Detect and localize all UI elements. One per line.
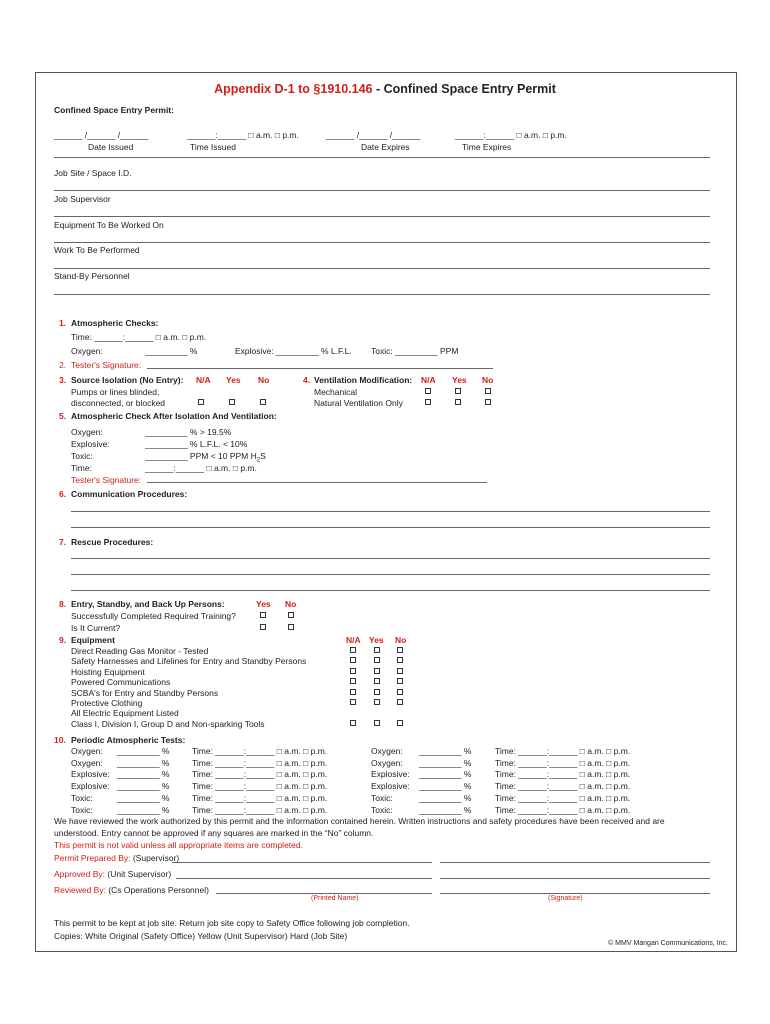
prepared-by-name-line[interactable] xyxy=(172,862,432,863)
approved-by-signature-line[interactable] xyxy=(440,878,710,879)
s6-num: 6. xyxy=(59,489,67,499)
s8-q2-no-checkbox[interactable] xyxy=(288,624,294,630)
periodic-test-time-field[interactable]: Time: ______:______ □ a.m. □ p.m. xyxy=(192,769,328,780)
s1-oxygen-field[interactable]: _________ % xyxy=(145,346,198,356)
s8-q1-yes-checkbox[interactable] xyxy=(260,612,266,618)
equipment-no-checkbox[interactable] xyxy=(397,699,403,705)
periodic-test-value-field[interactable]: _________ % xyxy=(117,757,170,768)
s5-explosive-field[interactable]: _________ % L.F.L. < 10% xyxy=(145,439,248,449)
time-issued-field[interactable]: ______:______ □ a.m. □ p.m. xyxy=(187,130,299,140)
periodic-test-value-field[interactable]: _________ % xyxy=(419,746,472,756)
periodic-test-label: Toxic: xyxy=(71,804,93,815)
periodic-test-label: Oxygen: xyxy=(371,757,403,768)
s5-oxygen-label: Oxygen: xyxy=(71,427,103,437)
equipment-no-checkbox[interactable] xyxy=(397,678,403,684)
equipment-item: Protective Clothing xyxy=(71,698,143,708)
date-issued-caption: Date Issued xyxy=(88,142,134,152)
s4-mech-na-checkbox[interactable] xyxy=(425,388,431,394)
equipment-na-checkbox[interactable] xyxy=(350,647,356,653)
s9-no-header: No xyxy=(395,635,407,645)
periodic-test-time-field[interactable]: Time: ______:______ □ a.m. □ p.m. xyxy=(192,792,328,803)
prepared-by-label: Permit Prepared By: (Supervisor) xyxy=(54,853,180,863)
s3-yes-checkbox[interactable] xyxy=(229,399,235,405)
periodic-test-value-field[interactable]: _________ % xyxy=(117,792,170,803)
s6-label: Communication Procedures: xyxy=(71,489,188,499)
periodic-test-time-field[interactable]: Time: ______:______ □ a.m. □ p.m. xyxy=(495,792,631,803)
s8-q1-no-checkbox[interactable] xyxy=(288,612,294,618)
periodic-test-time-field[interactable]: Time: ______:______ □ a.m. □ p.m. xyxy=(495,781,631,792)
permit-label: Confined Space Entry Permit: xyxy=(54,105,174,115)
periodic-test-value-field[interactable]: _________ % xyxy=(419,804,472,815)
s10-label: Periodic Atmospheric Tests: xyxy=(71,735,186,745)
invalid-notice: This permit is not valid unless all appropriate items are completed. xyxy=(54,840,303,850)
communication-line-1[interactable] xyxy=(71,511,710,512)
approved-by-label: Approved By: (Unit Supervisor) xyxy=(54,869,172,879)
s4-no-header: No xyxy=(482,375,494,385)
equipment-item: All Electric Equipment Listed xyxy=(71,708,179,719)
equipment-na-checkbox[interactable] xyxy=(350,668,356,674)
equipment-item: SCBA's for Entry and Standby Persons xyxy=(71,687,219,698)
equipment-item: Hoisting Equipment xyxy=(71,666,145,677)
equipment-na-checkbox[interactable] xyxy=(350,699,356,705)
s3-na-checkbox[interactable] xyxy=(198,399,204,405)
periodic-test-time-field[interactable]: Time: ______:______ □ a.m. □ p.m. xyxy=(495,757,631,768)
s2-label: Tester's Signature: xyxy=(71,360,142,370)
s4-nat-yes-checkbox[interactable] xyxy=(455,399,461,405)
equipment-yes-checkbox[interactable] xyxy=(374,720,380,726)
job-site-label: Job Site / Space I.D. xyxy=(54,168,132,178)
s2-signature-line[interactable] xyxy=(147,368,493,369)
printed-name-caption: (Printed Name) xyxy=(311,895,359,902)
rescue-line-3[interactable] xyxy=(71,590,710,591)
periodic-test-time-field[interactable]: Time: ______:______ □ a.m. □ p.m. xyxy=(495,769,631,780)
s5-toxic-label: Toxic: xyxy=(71,451,93,461)
s5-num: 5. xyxy=(59,411,67,421)
equipment-yes-checkbox[interactable] xyxy=(374,668,380,674)
equipment-yes-checkbox[interactable] xyxy=(374,689,380,695)
s1-label: Atmospheric Checks: xyxy=(71,318,159,328)
periodic-test-time-field[interactable]: Time: ______:______ □ a.m. □ p.m. xyxy=(192,746,328,756)
periodic-test-value-field[interactable]: _________ % xyxy=(117,804,170,815)
s1-oxygen-label: Oxygen: xyxy=(71,346,103,356)
signature-caption: (Signature) xyxy=(548,895,583,902)
time-expires-caption: Time Expires xyxy=(462,142,512,152)
s9-na-header: N/A xyxy=(346,635,361,645)
equipment-no-checkbox[interactable] xyxy=(397,668,403,674)
s8-yes-header: Yes xyxy=(256,599,271,609)
periodic-test-label: Oxygen: xyxy=(71,757,103,768)
s5-tester-label: Tester's Signature: xyxy=(71,475,142,485)
approved-by-name-line[interactable] xyxy=(176,878,432,879)
equipment-no-checkbox[interactable] xyxy=(397,689,403,695)
equipment-worked-label: Equipment To Be Worked On xyxy=(54,220,164,230)
s4-num: 4. xyxy=(303,375,311,385)
periodic-test-label: Explosive: xyxy=(71,769,110,780)
s3-na-header: N/A xyxy=(196,375,211,385)
review-statement-1: We have reviewed the work authorized by this permit and the information contained herein. Written instructions and safety procedures have been received and are xyxy=(54,816,665,826)
job-site-line[interactable] xyxy=(54,190,710,191)
equipment-yes-checkbox[interactable] xyxy=(374,678,380,684)
divider xyxy=(54,157,710,158)
equipment-item: Powered Communications xyxy=(71,677,171,688)
s4-nat-na-checkbox[interactable] xyxy=(425,399,431,405)
s3-yes-header: Yes xyxy=(226,375,241,385)
s10-num: 10. xyxy=(54,735,66,745)
s8-num: 8. xyxy=(59,599,67,609)
s5-tester-signature-line[interactable] xyxy=(147,482,487,483)
job-supervisor-label: Job Supervisor xyxy=(54,194,111,204)
s9-yes-header: Yes xyxy=(369,635,384,645)
periodic-test-time-field[interactable]: Time: ______:______ □ a.m. □ p.m. xyxy=(192,804,328,815)
s9-num: 9. xyxy=(59,635,67,645)
time-issued-caption: Time Issued xyxy=(190,142,236,152)
reviewed-by-signature-line[interactable] xyxy=(440,893,710,894)
periodic-test-value-field[interactable]: _________ % xyxy=(419,792,472,803)
periodic-test-label: Toxic: xyxy=(371,804,393,815)
s4-na-header: N/A xyxy=(421,375,436,385)
rescue-line-1[interactable] xyxy=(71,558,710,559)
s1-explosive-field[interactable]: Explosive: _________ % L.F.L. xyxy=(235,346,352,356)
copies-notice: Copies: White Original (Safety Office) Yellow (Unit Supervisor) Hard (Job Site) xyxy=(54,931,348,941)
s5-label: Atmospheric Check After Isolation And Ventilation: xyxy=(71,411,277,421)
equipment-yes-checkbox[interactable] xyxy=(374,699,380,705)
s1-toxic-field[interactable]: Toxic: _________ PPM xyxy=(371,346,459,356)
periodic-test-time-field[interactable]: Time: ______:______ □ a.m. □ p.m. xyxy=(495,804,631,815)
s9-label: Equipment xyxy=(71,635,115,645)
periodic-test-value-field[interactable]: _________ % xyxy=(419,757,472,768)
s1-num: 1. xyxy=(59,318,67,328)
keep-notice: This permit to be kept at job site. Return job site copy to Safety Office following job completion. xyxy=(54,918,410,928)
standby-personnel-line[interactable] xyxy=(54,294,710,295)
equipment-worked-line[interactable] xyxy=(54,242,710,243)
date-expires-field[interactable]: ______ /______ /______ xyxy=(326,130,421,140)
equipment-na-checkbox[interactable] xyxy=(350,720,356,726)
s7-num: 7. xyxy=(59,537,67,547)
equipment-yes-checkbox[interactable] xyxy=(374,647,380,653)
standby-personnel-label: Stand-By Personnel xyxy=(54,271,130,281)
s3-no-checkbox[interactable] xyxy=(260,399,266,405)
periodic-test-time-field[interactable]: Time: ______:______ □ a.m. □ p.m. xyxy=(495,746,631,756)
s3-line1: Pumps or lines blinded, xyxy=(71,387,160,397)
s4-label: Ventilation Modification: xyxy=(314,375,413,385)
s8-q2: Is It Current? xyxy=(71,623,121,633)
equipment-no-checkbox[interactable] xyxy=(397,647,403,653)
work-performed-line[interactable] xyxy=(54,268,710,269)
time-expires-field[interactable]: ______:______ □ a.m. □ p.m. xyxy=(455,130,567,140)
periodic-test-value-field[interactable]: _________ % xyxy=(117,746,170,756)
periodic-test-time-field[interactable]: Time: ______:______ □ a.m. □ p.m. xyxy=(192,781,328,792)
periodic-test-label: Oxygen: xyxy=(71,746,103,756)
equipment-yes-checkbox[interactable] xyxy=(374,657,380,663)
periodic-test-value-field[interactable]: _________ % xyxy=(419,769,472,780)
s4-mech-no-checkbox[interactable] xyxy=(485,388,491,394)
s4-mechanical-label: Mechanical xyxy=(314,387,357,397)
equipment-na-checkbox[interactable] xyxy=(350,657,356,663)
equipment-item: Class I, Division I, Group D and Non-sparking Tools xyxy=(71,718,265,729)
s5-explosive-label: Explosive: xyxy=(71,439,110,449)
page-title: Appendix D-1 to §1910.146 - Confined Space Entry Permit xyxy=(214,82,556,96)
equipment-item: Safety Harnesses and Lifelines for Entry and Standby Persons xyxy=(71,656,307,667)
s5-toxic-field[interactable]: _________ PPM < 10 PPM $H_2S$ xyxy=(145,451,266,464)
work-performed-label: Work To Be Performed xyxy=(54,245,140,255)
s3-num: 3. xyxy=(59,375,67,385)
s4-natural-label: Natural Ventilation Only xyxy=(314,398,403,408)
job-supervisor-line[interactable] xyxy=(54,216,710,217)
s7-label: Rescue Procedures: xyxy=(71,537,154,547)
reviewed-by-name-line[interactable] xyxy=(216,893,432,894)
s8-q2-yes-checkbox[interactable] xyxy=(260,624,266,630)
rescue-line-2[interactable] xyxy=(71,574,710,575)
date-expires-caption: Date Expires xyxy=(361,142,410,152)
s4-nat-no-checkbox[interactable] xyxy=(485,399,491,405)
communication-line-2[interactable] xyxy=(71,527,710,528)
s8-no-header: No xyxy=(285,599,297,609)
s3-no-header: No xyxy=(258,375,270,385)
s4-mech-yes-checkbox[interactable] xyxy=(455,388,461,394)
periodic-test-label: Explosive: xyxy=(371,769,410,780)
s5-time-field[interactable]: ______:______ □ a.m. □ p.m. xyxy=(145,463,257,473)
equipment-item: Direct Reading Gas Monitor - Tested xyxy=(71,646,209,656)
copyright: © MMV Mangan Communications, Inc. xyxy=(608,940,728,947)
s4-yes-header: Yes xyxy=(452,375,467,385)
s8-label: Entry, Standby, and Back Up Persons: xyxy=(71,599,225,609)
periodic-test-label: Toxic: xyxy=(371,792,393,803)
periodic-test-label: Explosive: xyxy=(71,781,110,792)
periodic-test-time-field[interactable]: Time: ______:______ □ a.m. □ p.m. xyxy=(192,757,328,768)
s2-num: 2. xyxy=(59,360,67,370)
s3-label: Source Isolation (No Entry): xyxy=(71,375,184,385)
periodic-test-label: Toxic: xyxy=(71,792,93,803)
equipment-no-checkbox[interactable] xyxy=(397,720,403,726)
review-statement-2: understood. Entry cannot be approved if any squares are marked in the “No” column. xyxy=(54,828,374,838)
periodic-test-value-field[interactable]: _________ % xyxy=(117,781,170,792)
s8-q1: Successfully Completed Required Training? xyxy=(71,611,236,621)
equipment-no-checkbox[interactable] xyxy=(397,657,403,663)
periodic-test-label: Explosive: xyxy=(371,781,410,792)
s5-time-label: Time: xyxy=(71,463,92,473)
date-issued-field[interactable]: ______ /______ /______ xyxy=(54,130,149,140)
equipment-na-checkbox[interactable] xyxy=(350,689,356,695)
prepared-by-signature-line[interactable] xyxy=(440,862,710,863)
s5-oxygen-field[interactable]: _________ % > 19.5% xyxy=(145,427,232,437)
reviewed-by-label: Reviewed By: (Cs Operations Personnel) xyxy=(54,885,209,895)
equipment-na-checkbox[interactable] xyxy=(350,678,356,684)
periodic-test-value-field[interactable]: _________ % xyxy=(419,781,472,792)
periodic-test-label: Oxygen: xyxy=(371,746,403,756)
s3-line2: disconnected, or blocked xyxy=(71,398,166,408)
periodic-test-value-field[interactable]: _________ % xyxy=(117,769,170,780)
s1-time-field[interactable]: Time: ______:______ □ a.m. □ p.m. xyxy=(71,332,207,342)
